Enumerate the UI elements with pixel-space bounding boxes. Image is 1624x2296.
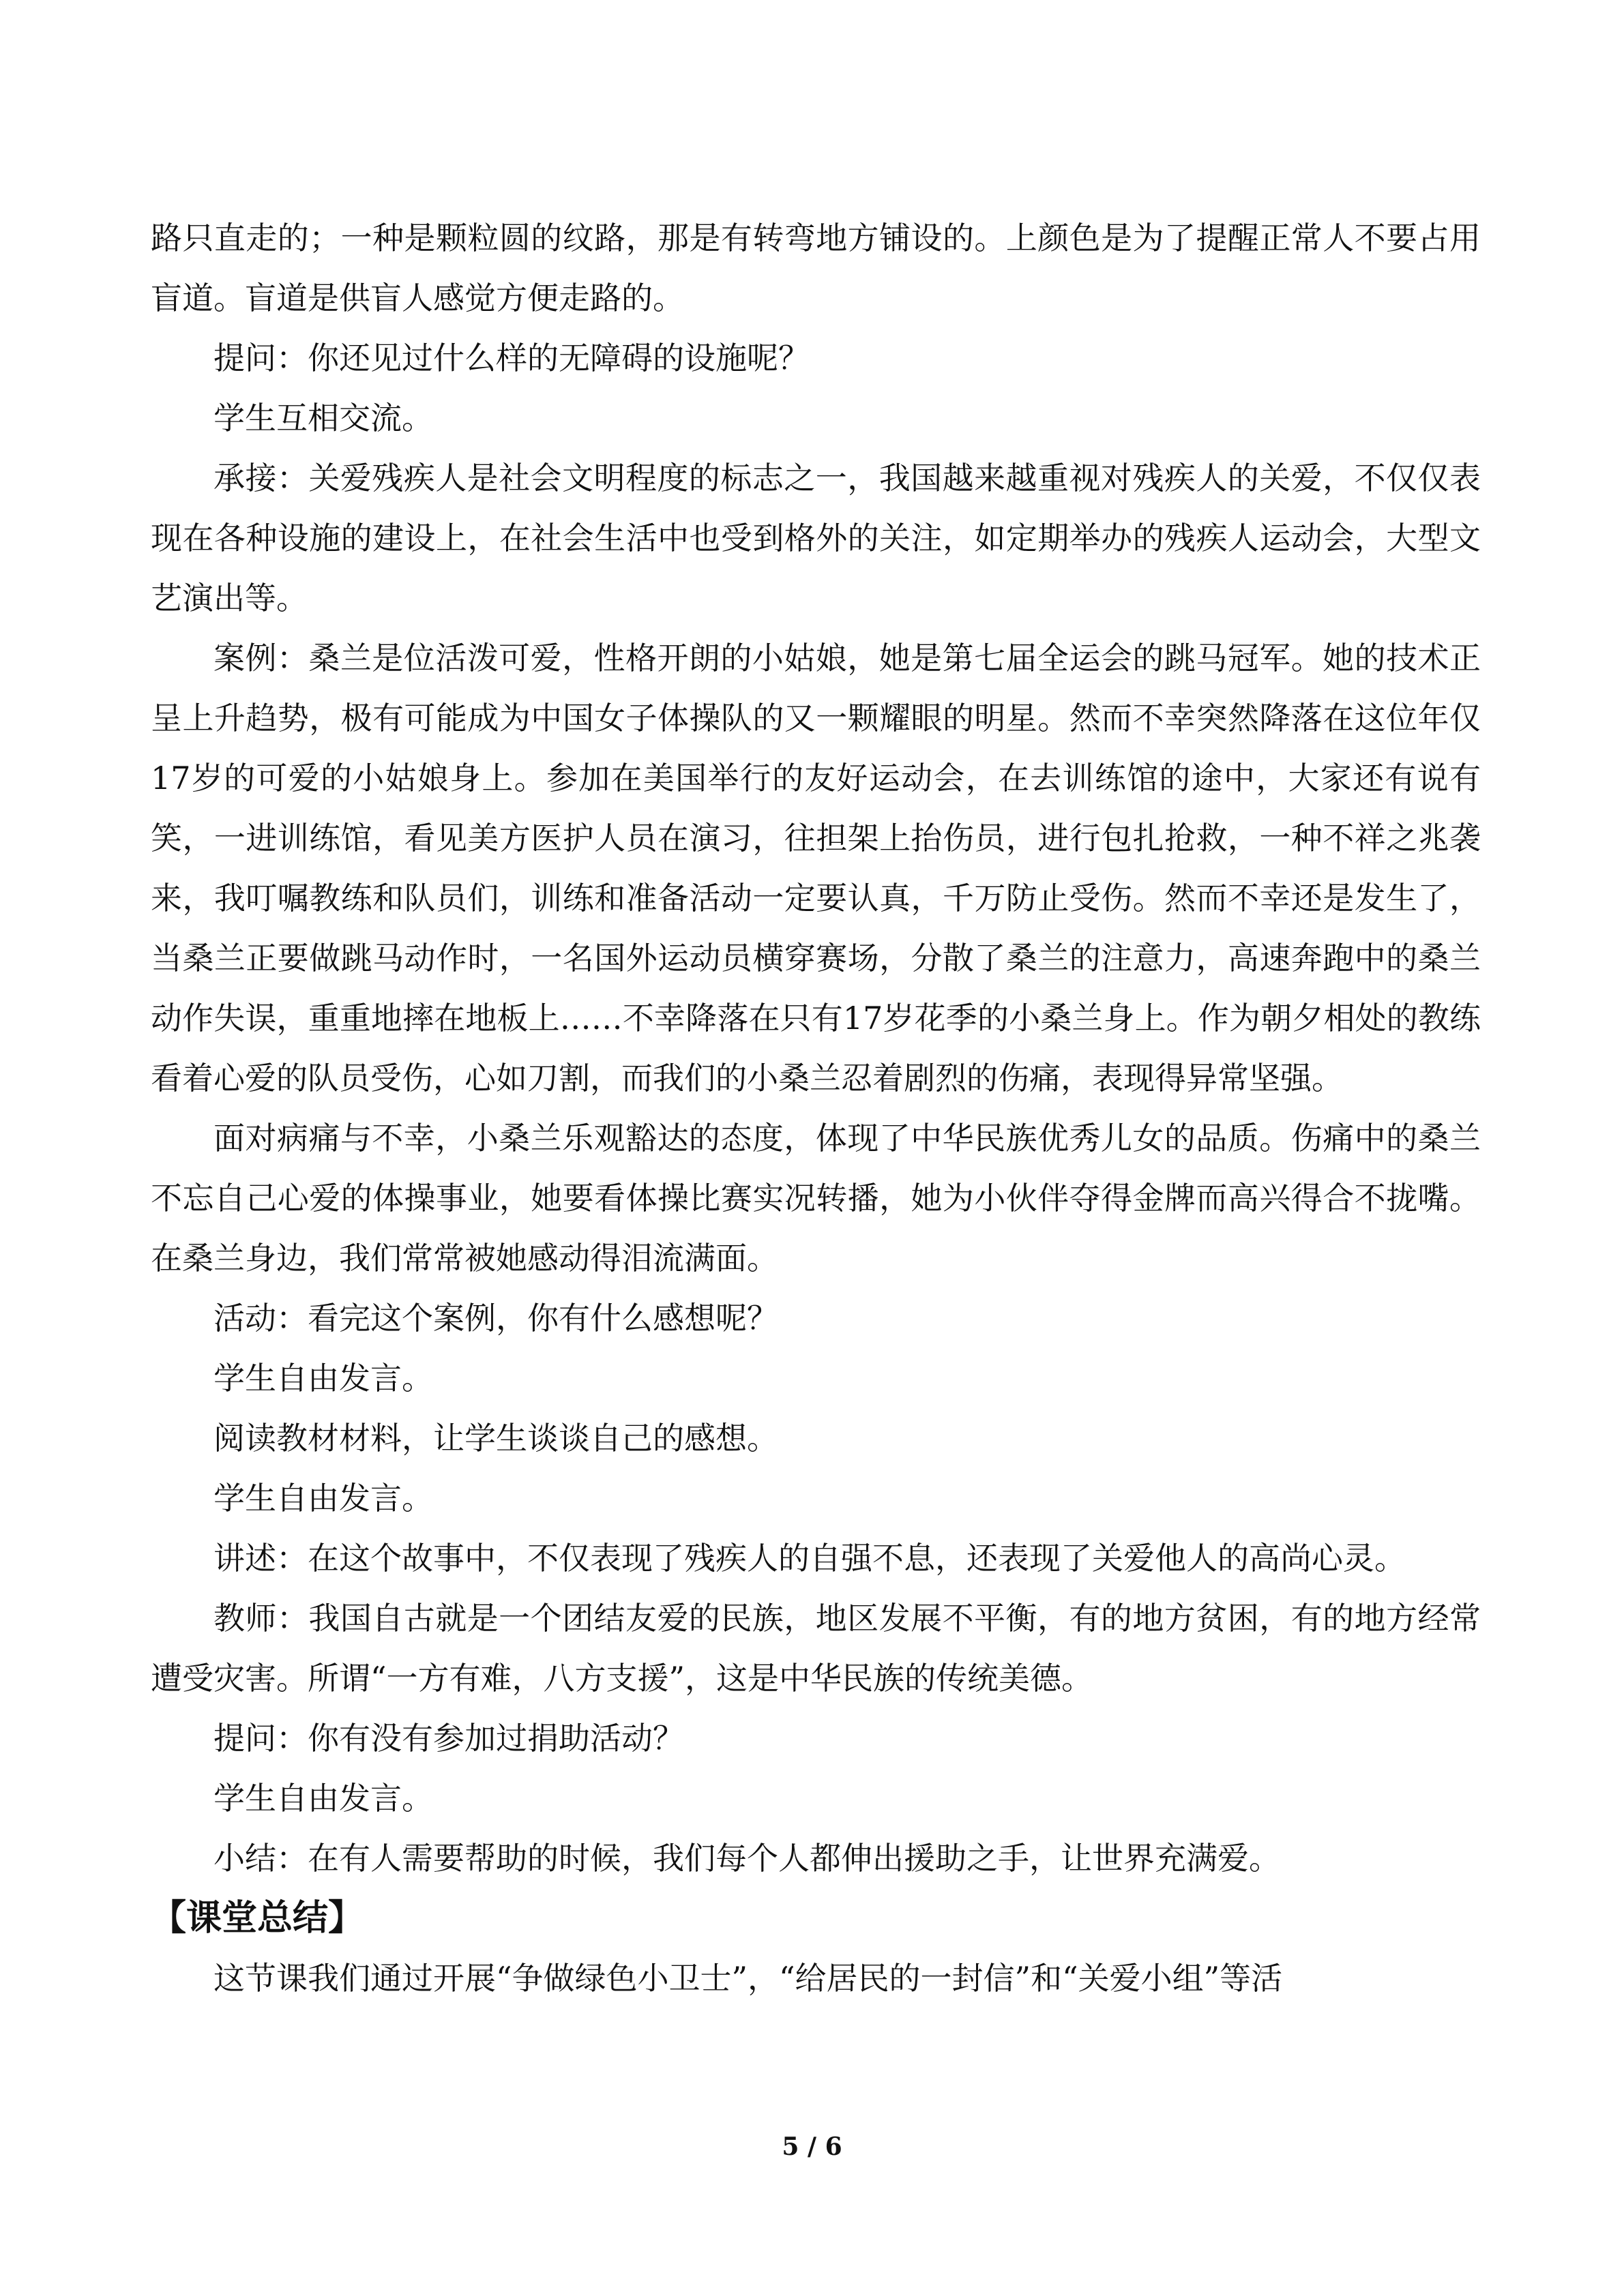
paragraph: 学生自由发言。 — [213, 1360, 433, 1397]
paragraph: 提问：你还见过什么样的无障碍的设施呢？ — [213, 340, 810, 376]
paragraph: 学生自由发言。 — [213, 1480, 433, 1517]
paragraph: 学生自由发言。 — [213, 1780, 433, 1817]
paragraph: 讲述：在这个故事中，不仅表现了残疾人的自强不息，还表现了关爱他人的高尚心灵。 — [213, 1540, 1406, 1577]
paragraph: 这节课我们通过开展“争做绿色小卫士”，“给居民的一封信”和“关爱小组”等活 — [213, 1960, 1283, 1997]
paragraph: 小结：在有人需要帮助的时候，我们每个人都伸出援助之手，让世界充满爱。 — [213, 1840, 1280, 1877]
page-number: 5 / 6 — [782, 2132, 842, 2161]
paragraph: 路只直走的；一种是颗粒圆的纹路，那是有转弯地方铺设的。上颜色是为了提醒正常人不要占用盲道。盲道是供盲人感觉方便走路的。 — [151, 220, 1481, 316]
lesson-content — [151, 208, 1481, 1888]
document-body — [151, 208, 1481, 2008]
paragraph: 阅读教材材料，让学生谈谈自己的感想。 — [213, 1420, 778, 1457]
paragraph: 提问：你有没有参加过捐助活动？ — [213, 1720, 684, 1757]
summary-content — [151, 1948, 1481, 2008]
paragraph: 案例：桑兰是位活泼可爱，性格开朗的小姑娘，她是第七届全运会的跳马冠军。她的技术正呈上升趋势，极有可能成为中国女子体操队的又一颗耀眼的明星。然而不幸突然降落在这位年仅17岁的可爱的小姑娘身上。参加在美国举行的友好运动会，在去训练馆的途中，大家还有说有笑，一进训练馆，看见美方医护人员在演习，往担架上抬伤员，进行包扎抢救，一种不祥之兆袭来，我叮嘱教练和队员们，训练和准备活动一定要认真，千万防止受伤。然而不幸还是发生了，当桑兰正要做跳马动作时，一名国外运动员横穿赛场，分散了桑兰的注意力，高速奔跑中的桑兰动作失误，重重地摔在地板上……不幸降落在只有17岁花季的小桑兰身上。作为朝夕相处的教练看着心爱的队员受伤，心如刀割，而我们的小桑兰忍着剧烈的伤痛，表现得异常坚强。 — [151, 640, 1481, 1097]
paragraph: 教师：我国自古就是一个团结友爱的民族，地区发展不平衡，有的地方贫困，有的地方经常遭受灾害。所谓“一方有难，八方支援”，这是中华民族的传统美德。 — [151, 1600, 1481, 1697]
paragraph: 面对病痛与不幸，小桑兰乐观豁达的态度，体现了中华民族优秀儿女的品质。伤痛中的桑兰不忘自己心爱的体操事业，她要看体操比赛实况转播，她为小伙伴夺得金牌而高兴得合不拢嘴。在桑兰身边，我们常常被她感动得泪流满面。 — [151, 1120, 1481, 1277]
paragraph: 学生互相交流。 — [213, 400, 433, 436]
section-heading-class-summary: 【课堂总结】 — [151, 1898, 364, 1939]
paragraph: 承接：关爱残疾人是社会文明程度的标志之一，我国越来越重视对残疾人的关爱，不仅仅表现在各种设施的建设上，在社会生活中也受到格外的关注，如定期举办的残疾人运动会，大型文艺演出等。 — [151, 460, 1481, 616]
paragraph: 活动：看完这个案例，你有什么感想呢？ — [213, 1300, 778, 1337]
